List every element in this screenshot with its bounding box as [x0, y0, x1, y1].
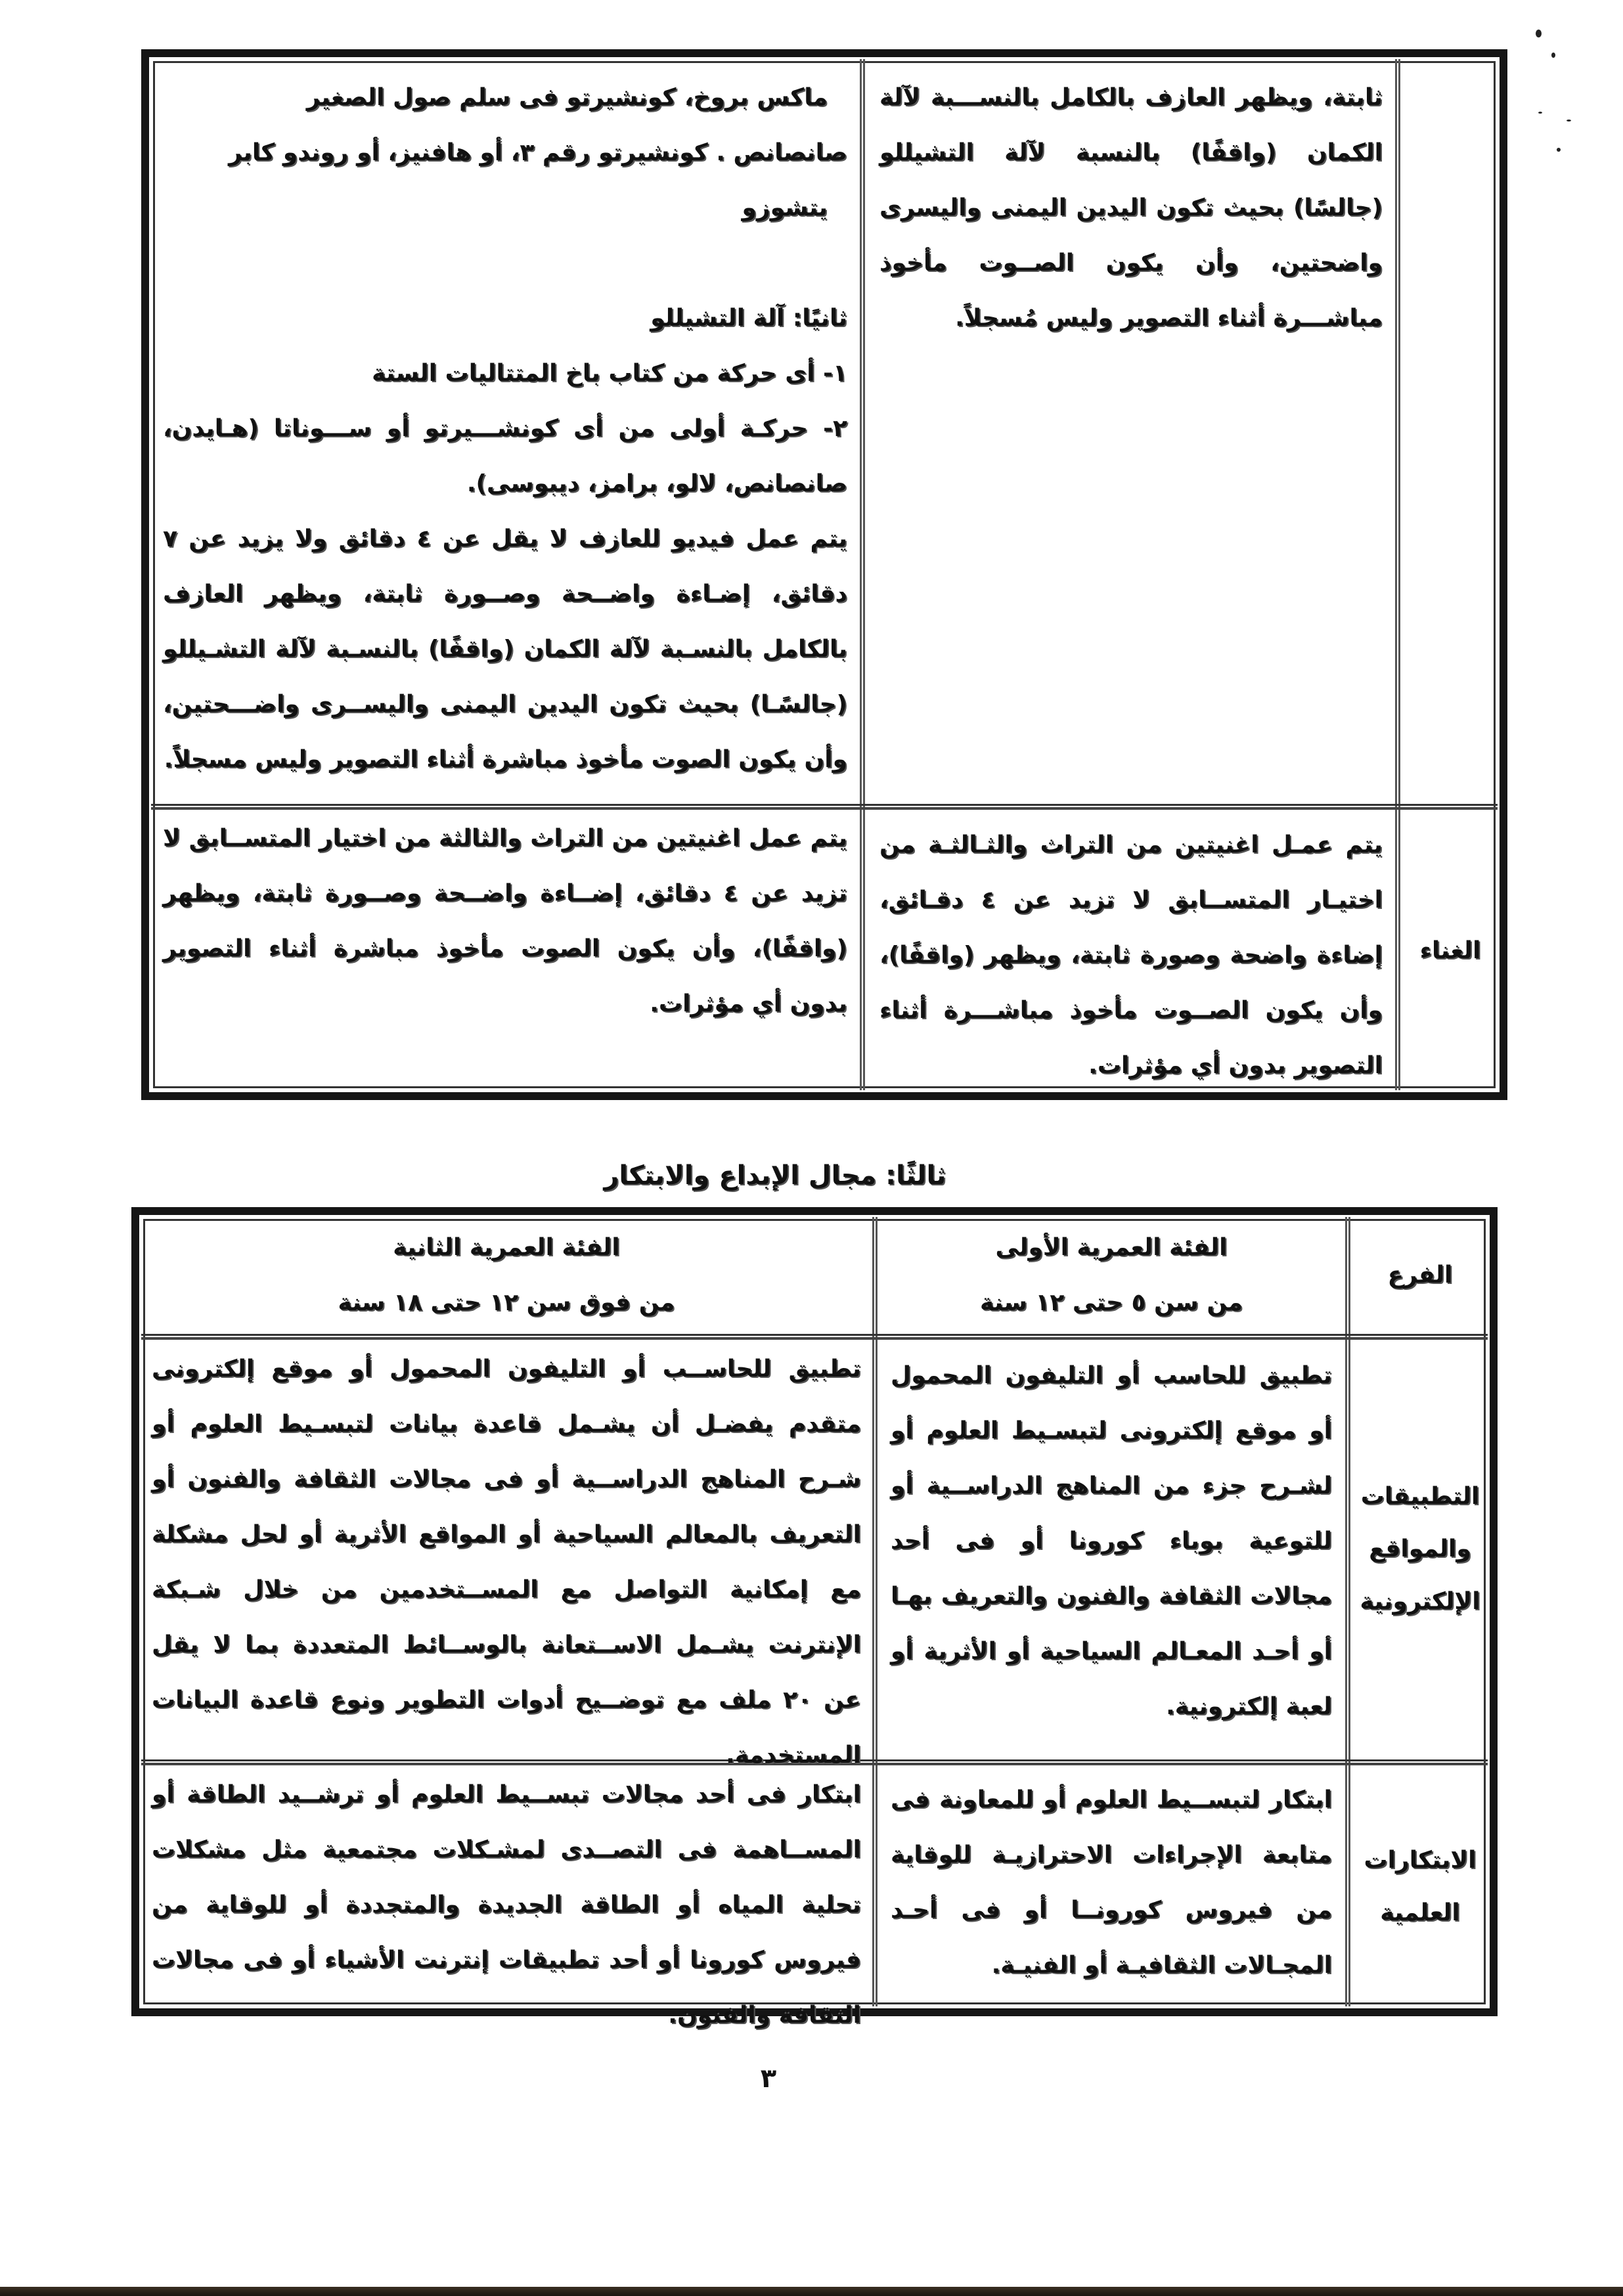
second-age-group-cell	[152, 811, 858, 1090]
cell-text: ثابتة، ويظهر العازف بالكامل بالنســـبة لآلة الكمان (واقفًا) بالنسبة لآلة التشيللو (جالسًا) بحيث تكون اليدين اليمنى واليسرى واضحتين، وأن يكون الصــوت مأخوذ مباشـــرة أثناء التصوير وليس مُسجلاً.	[879, 84, 1383, 332]
scan-speck	[1538, 112, 1542, 114]
header-title: الفئة العمرية الأولى	[995, 1234, 1228, 1261]
table-row-label-apps: التطبيقات والمواقع الإلكترونية	[1360, 1483, 1480, 1615]
first-age-group-cell	[870, 62, 1392, 801]
scan-edge	[0, 2287, 1623, 2296]
cell-text: يتم عمل اغنيتين من التراث والثالثة من اختيار المتســابق لا تزيد عن ٤ دقائق، إضــاءة واضــحة وصــورة ثابتة، ويظهر (واقفًا)، وأن يكون الصوت مأخوذ مباشرة أثناء التصوير بدون أي مؤثرات.	[163, 825, 848, 1017]
column-divider	[860, 59, 865, 1090]
first-age-group-cell: ابتكار لتبســيط العلوم أو للمعاونة فى متابعة الإجراءات الاحترازيـة للوقاية من فيروس كورونــا أو فى أحـد المجـالات الثقافيـة أو الفنيـة.	[891, 1786, 1332, 1979]
list-item: ٢- حركـة أولى من أى كونشـــيرتو أو ســـوناتا (هـايدن، صانصانص، لالو، برامز، ديبوسى).	[163, 415, 847, 497]
header-title: الفئة العمرية الثانية	[393, 1234, 620, 1261]
second-age-group-cell: تطبيق للحاســب أو التليفون المحمول أو موقع إلكترونى متقدم يفضـل أن يشـمل قاعدة بيانات لتبسـيط العلوم أو شـرح المناهج الدراســية أو فى مجالات الثقافة والفنون أو التعريف بالمعالم السياحية أو المواقع الأثرية أو لحل مشكلة مع إمكانية التواصل مع المســتخدمين من خلال شـبكة الإنترنت يشـمل الاســتعانة بالوســائط المتعددة بما لا يقل عن ٢٠ ملف مع توضــيح أدوات التطوير ونوع قاعدة البيانات المستخدمة.	[152, 1356, 861, 1769]
page-number: ٣	[760, 2064, 777, 2094]
cell-text: يتم عمل فيديو للعازف لا يقل عن ٤ دقائق ولا يزيد عن ٧ دقائق، إضـاءة واضــحة وصــورة ثابتة، ويظهر العازف بالكامل بالنسـبة لآلة الكمان (واقفًا) بالنسـبة لآلة التشـيللو (جالسًـا) بحيث تكون اليدين اليمنى واليســرى واضـــحتين، وأن يكون الصوت مأخوذ مباشرة أثناء التصوير وليس مسجلاً.	[163, 525, 847, 773]
row-divider	[141, 1334, 1488, 1340]
cell-text: صانصانص . كونشيرتو رقم ٣، أو هافنيز، أو روندو كابر	[228, 139, 847, 166]
second-age-group-cell	[152, 62, 858, 801]
cell-text: ماكس بروخ، كونشيرتو فى سلم صول الصغير	[306, 84, 828, 111]
header-age-range: من سن ٥ حتى ١٢ سنة	[979, 1289, 1243, 1316]
instrument-heading: ثانيًا: آلة التشيللو	[650, 305, 847, 332]
scan-speck	[1551, 53, 1555, 58]
first-age-group-cell: تطبيق للحاسب أو التليفون المحمول أو موقع إلكترونى لتبسـيط العلوم أو لشـرح جزء من المناهج الدراســية أو للتوعية بوباء كورونا أو فى أحد مجالات الثقافة والفنون والتعريف بهـا أو أحـد المعـالم السياحية أو الأثرية أو لعبة إلكترونية.	[891, 1362, 1332, 1720]
header-branch: الفرع	[1387, 1262, 1453, 1289]
cell-text: يتم عمـل اغنيتين من التراث والثـالثـة من اختيـار المتســابق لا تزيد عن ٤ دقـائق، إضاءة واضحة وصورة ثابتة، ويظهر (واقفًا)، وأن يكون الصــوت مأخوذ مباشـــرة أثناء التصوير بدون أي مؤثرات.	[879, 831, 1383, 1079]
first-age-group-cell	[870, 811, 1392, 1090]
row-divider	[151, 804, 1498, 810]
header-second-age-group	[143, 1219, 870, 1332]
scan-speck	[1567, 120, 1571, 121]
second-age-group-cell: ابتكار فى أحد مجالات تبســيط العلوم أو ترشــيد الطاقة أو المســاهمة فى التصــدى لمشـكلات مجتمعية مثل مشكلات تحلية المياه أو الطاقة الجديدة والمتجددة أو للوقاية من فيروس كورونا أو أحد تطبيقات إنترنت الأشياء أو فى مجالات الثقافة والفنون.	[152, 1781, 861, 2029]
header-first-age-group	[880, 1219, 1343, 1332]
column-divider	[1395, 59, 1400, 1090]
cell-text: يتشوزو	[742, 194, 828, 221]
list-item: ١- أى حركة من كتاب باخ المتتاليات الستة	[372, 360, 847, 387]
table-row-label-singing: الغناء	[1419, 937, 1481, 964]
table-row-label	[1402, 62, 1499, 801]
scan-speck	[1557, 148, 1561, 152]
section-title: ثالثًا: مجال الإبداع والابتكار	[604, 1160, 946, 1191]
table-row-label-innovations: الابتكارات العلمية	[1364, 1847, 1477, 1926]
header-age-range: من فوق سن ١٢ حتى ١٨ سنة	[338, 1289, 675, 1316]
scan-speck	[1536, 30, 1542, 37]
